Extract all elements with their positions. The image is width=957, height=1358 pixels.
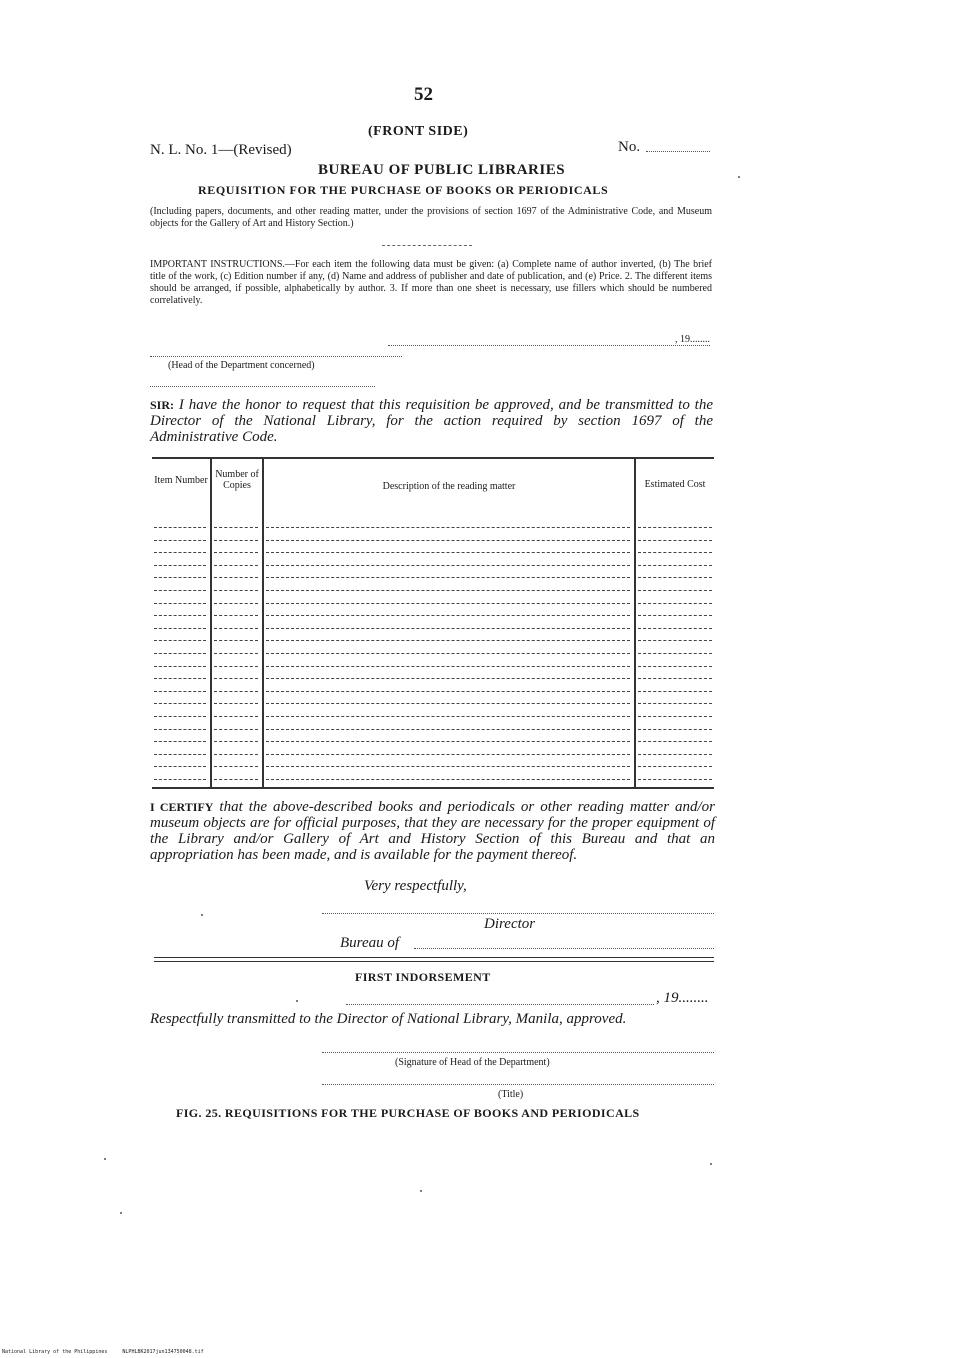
- indorsement-date-field[interactable]: [346, 1004, 654, 1005]
- table-entry-line[interactable]: [266, 527, 630, 528]
- table-entry-line[interactable]: [214, 565, 258, 566]
- including-note: (Including papers, documents, and other reading matter, under the provisions of section 1697 of the Administrative Code, and Museum objects for the Gallery of Art and History Section.): [150, 206, 712, 229]
- table-entry-line[interactable]: [638, 703, 712, 704]
- table-entry-line[interactable]: [266, 628, 630, 629]
- table-entry-line[interactable]: [638, 577, 712, 578]
- table-entry-line[interactable]: [638, 766, 712, 767]
- table-entry-line[interactable]: [214, 527, 258, 528]
- table-entry-line[interactable]: [154, 577, 206, 578]
- table-entry-line[interactable]: [154, 552, 206, 553]
- table-entry-line[interactable]: [266, 540, 630, 541]
- table-entry-line[interactable]: [214, 653, 258, 654]
- column-header-item-number: Item Number: [154, 475, 208, 486]
- table-entry-line[interactable]: [154, 590, 206, 591]
- certification-text: that the above-described books and periodicals or other reading matter and/or museum objects are for official purposes, that they are necessary for the proper equipment of the Library and/or Gallery of Art and History Section of this Bureau and that an appropriation has been made, and is available for the payment thereof.: [150, 799, 715, 863]
- table-bottom-rule: [152, 787, 714, 789]
- table-entry-line[interactable]: [638, 779, 712, 780]
- table-entry-line[interactable]: [214, 666, 258, 667]
- indorsement-date: , 19........: [656, 990, 709, 1006]
- table-entry-line[interactable]: [214, 678, 258, 679]
- table-entry-line[interactable]: [266, 729, 630, 730]
- column-divider: [210, 459, 212, 789]
- table-entry-line[interactable]: [214, 590, 258, 591]
- table-entry-line[interactable]: [154, 628, 206, 629]
- table-entry-line[interactable]: [154, 716, 206, 717]
- table-entry-line[interactable]: [638, 741, 712, 742]
- table-entry-line[interactable]: [214, 754, 258, 755]
- scan-speck: [120, 1212, 122, 1214]
- table-entry-line[interactable]: [638, 691, 712, 692]
- head-of-department-field[interactable]: [150, 356, 402, 357]
- table-entry-line[interactable]: [214, 577, 258, 578]
- table-entry-line[interactable]: [154, 540, 206, 541]
- table-entry-line[interactable]: [266, 603, 630, 604]
- table-entry-line[interactable]: [154, 565, 206, 566]
- table-entry-line[interactable]: [638, 754, 712, 755]
- table-entry-line[interactable]: [154, 741, 206, 742]
- table-entry-line[interactable]: [638, 666, 712, 667]
- table-entry-line[interactable]: [638, 628, 712, 629]
- date-suffix: , 19........: [675, 334, 710, 345]
- transmittal-text: Respectfully transmitted to the Director of National Library, Manila, approved.: [150, 1011, 627, 1027]
- table-entry-line[interactable]: [266, 666, 630, 667]
- table-entry-line[interactable]: [214, 741, 258, 742]
- table-entry-line[interactable]: [214, 640, 258, 641]
- front-side-label: (FRONT SIDE): [368, 124, 469, 139]
- table-entry-line[interactable]: [638, 565, 712, 566]
- table-entry-line[interactable]: [638, 552, 712, 553]
- sir-salutation: SIR:: [150, 398, 175, 412]
- section-divider: [154, 957, 714, 962]
- table-entry-line[interactable]: [638, 540, 712, 541]
- table-entry-line[interactable]: [266, 716, 630, 717]
- table-entry-line[interactable]: [214, 766, 258, 767]
- table-entry-line[interactable]: [214, 703, 258, 704]
- column-divider: [262, 459, 264, 789]
- table-entry-line[interactable]: [638, 603, 712, 604]
- director-label: Director: [484, 916, 536, 932]
- table-entry-line[interactable]: [266, 703, 630, 704]
- table-entry-line[interactable]: [214, 716, 258, 717]
- table-entry-line[interactable]: [266, 678, 630, 679]
- table-entry-line[interactable]: [154, 754, 206, 755]
- page-number: 52: [414, 84, 433, 105]
- form-code: N. L. No. 1—(Revised): [150, 142, 292, 158]
- table-entry-line[interactable]: [154, 640, 206, 641]
- table-entry-line[interactable]: [214, 628, 258, 629]
- table-entry-line[interactable]: [266, 615, 630, 616]
- table-entry-line[interactable]: [638, 590, 712, 591]
- place-date-field[interactable]: [388, 334, 710, 346]
- scan-speck: [296, 1000, 298, 1002]
- bureau-of-label: Bureau of: [340, 935, 400, 951]
- form-number-field[interactable]: [646, 151, 710, 152]
- request-text: I have the honor to request that this requisition be approved, and be transmitted to the Director of the National Library, for the action required by section 1697 of the Administrative Code.: [150, 397, 714, 445]
- table-entry-line[interactable]: [638, 527, 712, 528]
- scan-speck: [738, 176, 740, 178]
- table-entry-line[interactable]: [266, 691, 630, 692]
- head-of-department-label: (Head of the Department concerned): [168, 360, 315, 371]
- table-entry-line[interactable]: [154, 729, 206, 730]
- director-signature-field[interactable]: [322, 913, 714, 914]
- scan-speck: [710, 1163, 712, 1165]
- table-entry-line[interactable]: [266, 552, 630, 553]
- certification-paragraph: [150, 799, 715, 863]
- table-entry-line[interactable]: [154, 615, 206, 616]
- bureau-heading: BUREAU OF PUBLIC LIBRARIES: [318, 162, 566, 178]
- column-header-description: Description of the reading matter: [382, 481, 516, 492]
- table-entry-line[interactable]: [266, 754, 630, 755]
- request-paragraph: [150, 397, 713, 445]
- signature-field[interactable]: [322, 1052, 714, 1053]
- table-entry-line[interactable]: [154, 766, 206, 767]
- table-entry-line[interactable]: [154, 703, 206, 704]
- important-instructions: IMPORTANT INSTRUCTIONS.—For each item the following data must be given: (a) Complete name of author inverted, (b) The brief title of the work, (c) Edition number if any, (d) Name and address of publisher and date of publication, and (e) Price. 2. The different items should be arranged, if possible, alphabetically by author. 3. If more than one sheet is necessary, use fillers which should be numbered correlatively.: [150, 259, 712, 306]
- table-entry-line[interactable]: [154, 691, 206, 692]
- table-entry-line[interactable]: [638, 716, 712, 717]
- title-field[interactable]: [322, 1084, 714, 1085]
- table-entry-line[interactable]: [154, 779, 206, 780]
- table-entry-line[interactable]: [266, 779, 630, 780]
- table-entry-line[interactable]: [214, 691, 258, 692]
- column-header-estimated-cost: Estimated Cost: [644, 479, 706, 490]
- column-divider: [634, 459, 636, 789]
- requisition-table: [152, 457, 714, 789]
- bureau-name-field[interactable]: [414, 948, 714, 949]
- table-entry-line[interactable]: [266, 565, 630, 566]
- table-entry-line[interactable]: [638, 653, 712, 654]
- table-entry-line[interactable]: [638, 678, 712, 679]
- table-entry-line[interactable]: [638, 615, 712, 616]
- scan-speck: [104, 1158, 106, 1160]
- scan-speck: [201, 914, 203, 916]
- table-entry-line[interactable]: [214, 729, 258, 730]
- form-number-label: No.: [618, 139, 641, 155]
- title-label: (Title): [498, 1089, 524, 1100]
- table-entry-line[interactable]: [214, 552, 258, 553]
- table-entry-line[interactable]: [266, 640, 630, 641]
- table-entry-line[interactable]: [154, 527, 206, 528]
- table-entry-line[interactable]: [266, 741, 630, 742]
- table-entry-line[interactable]: [154, 653, 206, 654]
- column-header-copies: Number of Copies: [215, 469, 259, 491]
- table-entry-line[interactable]: [266, 590, 630, 591]
- separator-rule: [382, 245, 472, 246]
- scan-footer: National Library of the Philippines NLPHLBK2017jun134750048.tif: [2, 1349, 204, 1355]
- closing-phrase: Very respectfully,: [364, 878, 467, 894]
- table-entry-line[interactable]: [154, 678, 206, 679]
- signature-label: (Signature of Head of the Department): [395, 1057, 550, 1068]
- table-entry-line[interactable]: [214, 615, 258, 616]
- table-entry-line[interactable]: [266, 577, 630, 578]
- table-entry-line[interactable]: [154, 666, 206, 667]
- scan-speck: [420, 1190, 422, 1192]
- table-entry-line[interactable]: [266, 766, 630, 767]
- table-entry-line[interactable]: [154, 603, 206, 604]
- first-indorsement-heading: FIRST INDORSEMENT: [355, 970, 491, 984]
- figure-caption: FIG. 25. REQUISITIONS FOR THE PURCHASE OF BOOKS AND PERIODICALS: [176, 1106, 640, 1120]
- table-entry-line[interactable]: [638, 729, 712, 730]
- table-entry-line[interactable]: [214, 540, 258, 541]
- department-field[interactable]: [150, 386, 375, 387]
- table-entry-line[interactable]: [214, 779, 258, 780]
- form-title: REQUISITION FOR THE PURCHASE OF BOOKS OR PERIODICALS: [198, 183, 609, 197]
- certify-lead: I CERTIFY: [150, 800, 214, 814]
- table-entry-line[interactable]: [266, 653, 630, 654]
- table-entry-line[interactable]: [214, 603, 258, 604]
- table-entry-line[interactable]: [638, 640, 712, 641]
